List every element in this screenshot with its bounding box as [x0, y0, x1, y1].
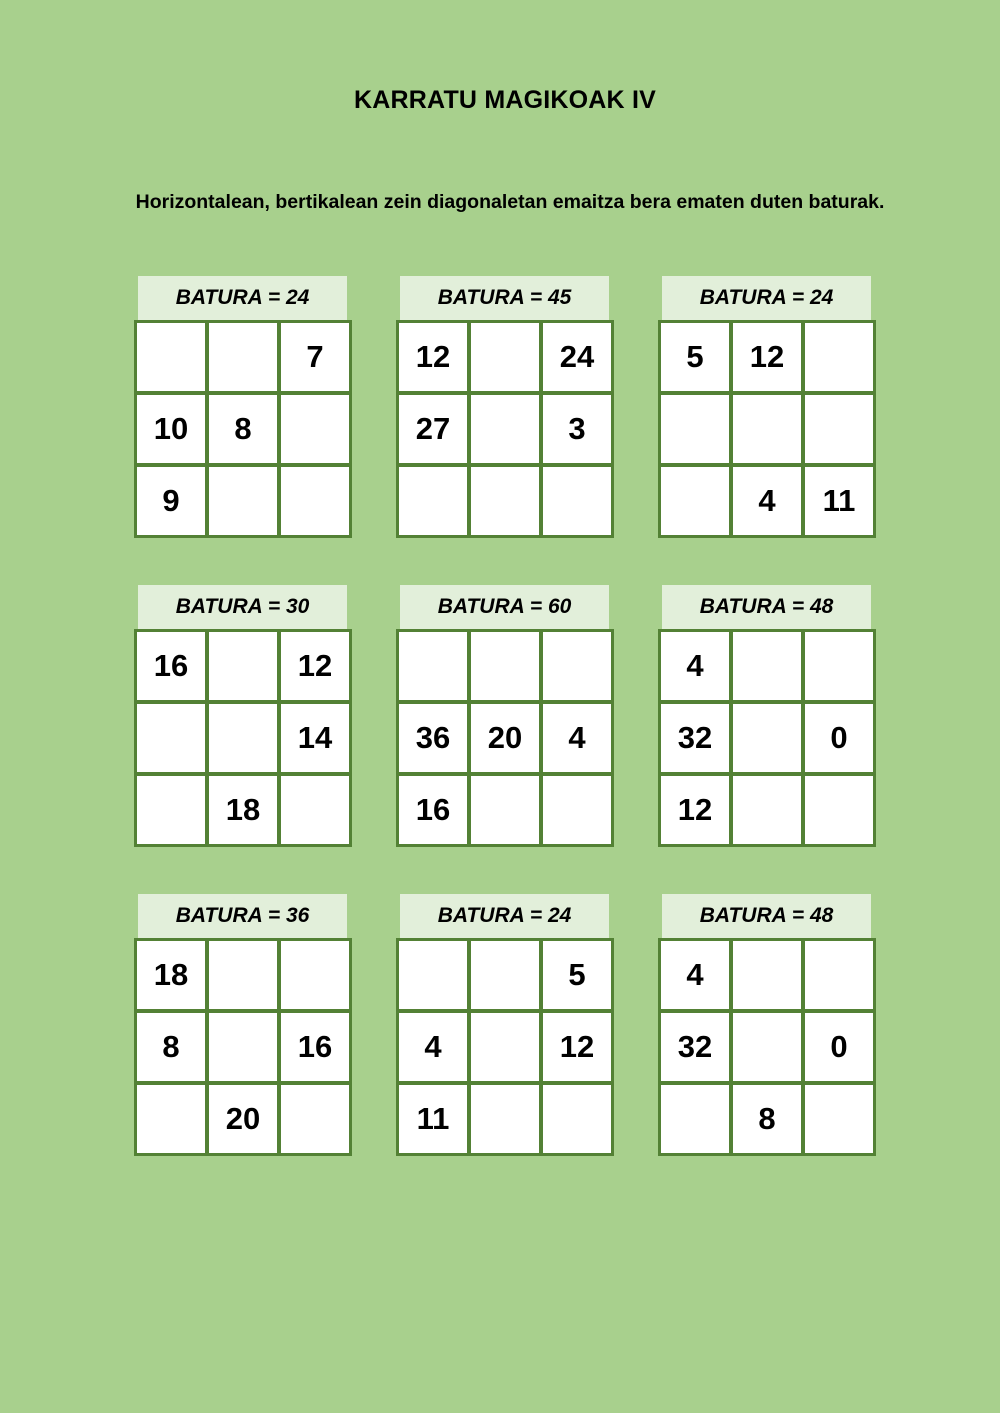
empty-cell[interactable]: [805, 1085, 873, 1153]
sum-label: BATURA = 48: [662, 894, 871, 938]
empty-cell[interactable]: [661, 1085, 729, 1153]
page-title: KARRATU MAGIKOAK IV: [354, 86, 656, 114]
empty-cell[interactable]: [733, 632, 801, 700]
given-cell: 10: [137, 395, 205, 463]
given-cell: 4: [543, 704, 611, 772]
empty-cell[interactable]: [209, 467, 277, 535]
empty-cell[interactable]: [281, 1085, 349, 1153]
magic-square-grid: [134, 938, 352, 1156]
empty-cell[interactable]: [543, 776, 611, 844]
empty-cell[interactable]: [471, 1013, 539, 1081]
given-cell: 8: [209, 395, 277, 463]
magic-square-grid: [396, 629, 614, 847]
empty-cell[interactable]: [805, 941, 873, 1009]
sum-label: BATURA = 36: [138, 894, 347, 938]
given-cell: 8: [733, 1085, 801, 1153]
magic-square-puzzle: [396, 585, 614, 847]
empty-cell[interactable]: [471, 395, 539, 463]
sum-label: BATURA = 24: [138, 276, 347, 320]
empty-cell[interactable]: [471, 776, 539, 844]
given-cell: 16: [137, 632, 205, 700]
given-cell: 12: [281, 632, 349, 700]
empty-cell[interactable]: [733, 1013, 801, 1081]
given-cell: 16: [399, 776, 467, 844]
sum-label: BATURA = 24: [662, 276, 871, 320]
given-cell: 4: [661, 632, 729, 700]
empty-cell[interactable]: [471, 941, 539, 1009]
magic-square-grid: [658, 938, 876, 1156]
empty-cell[interactable]: [209, 1013, 277, 1081]
empty-cell[interactable]: [543, 467, 611, 535]
empty-cell[interactable]: [399, 467, 467, 535]
given-cell: 16: [281, 1013, 349, 1081]
given-cell: 12: [399, 323, 467, 391]
empty-cell[interactable]: [281, 776, 349, 844]
given-cell: 32: [661, 704, 729, 772]
given-cell: 20: [471, 704, 539, 772]
empty-cell[interactable]: [399, 941, 467, 1009]
empty-cell[interactable]: [805, 395, 873, 463]
empty-cell[interactable]: [805, 323, 873, 391]
magic-square-puzzle: [134, 585, 352, 847]
instructions-text: Horizontalean, bertikalean zein diagonaletan emaitza bera ematen duten baturak.: [135, 191, 885, 213]
given-cell: 11: [399, 1085, 467, 1153]
magic-square-grid: [396, 938, 614, 1156]
given-cell: 18: [137, 941, 205, 1009]
given-cell: 5: [543, 941, 611, 1009]
empty-cell[interactable]: [209, 632, 277, 700]
given-cell: 36: [399, 704, 467, 772]
sum-label: BATURA = 30: [138, 585, 347, 629]
empty-cell[interactable]: [733, 704, 801, 772]
magic-square-grid: [658, 320, 876, 538]
empty-cell[interactable]: [471, 632, 539, 700]
empty-cell[interactable]: [281, 941, 349, 1009]
given-cell: 4: [661, 941, 729, 1009]
given-cell: 18: [209, 776, 277, 844]
sum-label: BATURA = 60: [400, 585, 609, 629]
given-cell: 20: [209, 1085, 277, 1153]
empty-cell[interactable]: [805, 632, 873, 700]
magic-square-grid: [134, 320, 352, 538]
magic-square-puzzle: [134, 276, 352, 538]
empty-cell[interactable]: [209, 704, 277, 772]
empty-cell[interactable]: [281, 395, 349, 463]
empty-cell[interactable]: [733, 395, 801, 463]
magic-square-puzzle: [658, 585, 876, 847]
sum-label: BATURA = 45: [400, 276, 609, 320]
given-cell: 4: [399, 1013, 467, 1081]
empty-cell[interactable]: [137, 776, 205, 844]
empty-cell[interactable]: [471, 323, 539, 391]
sum-label: BATURA = 48: [662, 585, 871, 629]
given-cell: 32: [661, 1013, 729, 1081]
given-cell: 9: [137, 467, 205, 535]
given-cell: 12: [543, 1013, 611, 1081]
given-cell: 8: [137, 1013, 205, 1081]
empty-cell[interactable]: [661, 395, 729, 463]
empty-cell[interactable]: [137, 704, 205, 772]
magic-square-puzzle: [658, 276, 876, 538]
empty-cell[interactable]: [543, 1085, 611, 1153]
magic-square-puzzle: [396, 894, 614, 1156]
empty-cell[interactable]: [661, 467, 729, 535]
empty-cell[interactable]: [209, 941, 277, 1009]
magic-square-puzzle: [658, 894, 876, 1156]
given-cell: 12: [661, 776, 729, 844]
given-cell: 11: [805, 467, 873, 535]
magic-square-puzzle: [134, 894, 352, 1156]
magic-square-grid: [396, 320, 614, 538]
given-cell: 4: [733, 467, 801, 535]
given-cell: 12: [733, 323, 801, 391]
magic-square-grid: [658, 629, 876, 847]
given-cell: 3: [543, 395, 611, 463]
given-cell: 0: [805, 704, 873, 772]
empty-cell[interactable]: [543, 632, 611, 700]
empty-cell[interactable]: [209, 323, 277, 391]
given-cell: 14: [281, 704, 349, 772]
empty-cell[interactable]: [471, 1085, 539, 1153]
empty-cell[interactable]: [281, 467, 349, 535]
empty-cell[interactable]: [733, 776, 801, 844]
magic-square-grid: [134, 629, 352, 847]
given-cell: 7: [281, 323, 349, 391]
empty-cell[interactable]: [137, 323, 205, 391]
empty-cell[interactable]: [733, 941, 801, 1009]
empty-cell[interactable]: [805, 776, 873, 844]
empty-cell[interactable]: [471, 467, 539, 535]
given-cell: 24: [543, 323, 611, 391]
given-cell: 27: [399, 395, 467, 463]
magic-square-puzzle: [396, 276, 614, 538]
sum-label: BATURA = 24: [400, 894, 609, 938]
empty-cell[interactable]: [137, 1085, 205, 1153]
given-cell: 0: [805, 1013, 873, 1081]
given-cell: 5: [661, 323, 729, 391]
empty-cell[interactable]: [399, 632, 467, 700]
